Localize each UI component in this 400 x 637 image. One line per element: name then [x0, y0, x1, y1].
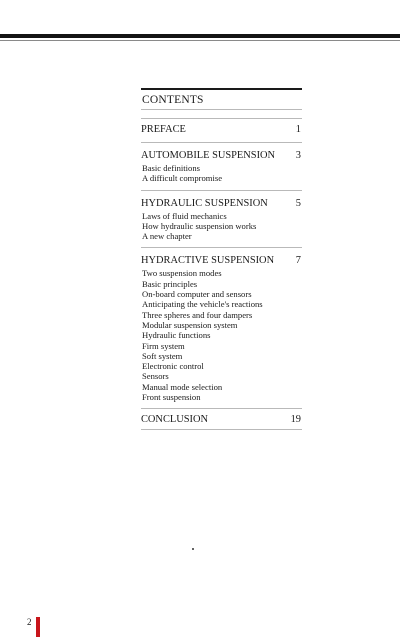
- divider: [141, 429, 302, 430]
- print-speck: [192, 548, 194, 550]
- toc-title: CONTENTS: [142, 94, 204, 106]
- subentry-list: [141, 268, 302, 402]
- toc-entry-conclusion: [141, 409, 302, 429]
- subentry: Firm system: [142, 340, 185, 351]
- accent-bar: [36, 617, 40, 637]
- toc-entry-automobile-suspension: [141, 143, 302, 190]
- entry-page: 3: [295, 150, 301, 161]
- entry-row: [141, 149, 302, 162]
- subentry-list: [141, 211, 302, 242]
- subentry: Soft system: [142, 350, 183, 361]
- entry-title: PREFACE: [141, 124, 186, 135]
- subentry: Two suspension modes: [142, 268, 222, 279]
- subentry: On-board computer and sensors: [142, 289, 252, 300]
- subentry: Three spheres and four dampers: [142, 309, 253, 320]
- subentry: A difficult compromise: [142, 173, 223, 184]
- subentry: Manual mode selection: [142, 381, 223, 392]
- entry-title: HYDRAULIC SUSPENSION: [141, 197, 268, 209]
- subentry: A new chapter: [142, 231, 192, 242]
- entry-page: 19: [290, 414, 301, 426]
- subentry: Modular suspension system: [142, 319, 238, 330]
- subentry: Sensors: [142, 371, 169, 382]
- toc-entry-hydractive-suspension: [141, 248, 302, 408]
- entry-title: AUTOMOBILE SUSPENSION: [141, 150, 276, 161]
- subentry: Anticipating the vehicle's reactions: [142, 299, 263, 310]
- subentry: Front suspension: [142, 392, 201, 403]
- entry-title: HYDRACTIVE SUSPENSION: [141, 255, 275, 267]
- divider: [141, 109, 302, 110]
- entry-page: 7: [295, 255, 301, 267]
- subentry: Hydraulic functions: [142, 330, 211, 341]
- entry-row: [141, 123, 302, 136]
- subentry: Basic definitions: [142, 163, 200, 173]
- toc-entry-hydraulic-suspension: [141, 191, 302, 248]
- entry-page: 5: [295, 197, 301, 209]
- entry-page: 1: [295, 124, 301, 135]
- top-rule-thin: [0, 40, 400, 41]
- entry-title: CONCLUSION: [141, 414, 208, 426]
- toc-entry-preface: [141, 119, 302, 142]
- table-of-contents: [141, 88, 302, 430]
- subentry: Laws of fluid mechanics: [142, 210, 227, 221]
- subentry: How hydraulic suspension works: [142, 220, 257, 231]
- page-number: 2: [27, 617, 32, 627]
- subentry-list: [141, 163, 302, 184]
- subentry: Basic principles: [142, 278, 198, 289]
- entry-row: [141, 197, 302, 210]
- top-rule: [0, 34, 400, 38]
- entry-row: [141, 254, 302, 267]
- entry-row: [141, 413, 302, 426]
- subentry: Electronic control: [142, 361, 204, 372]
